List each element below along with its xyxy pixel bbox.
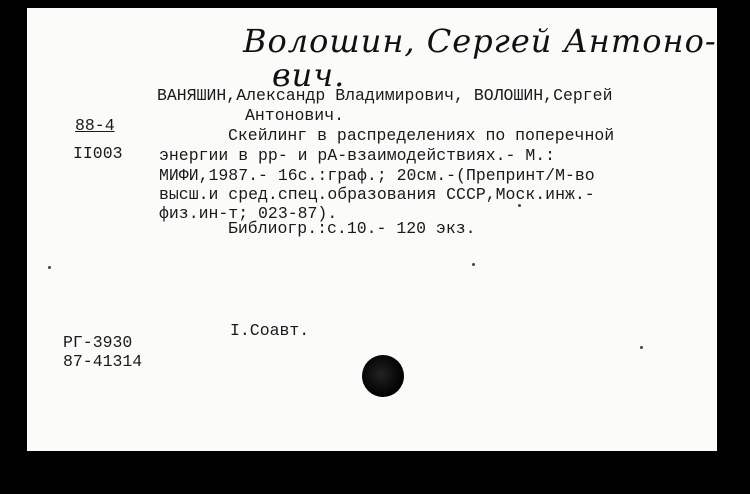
call-number-shelf: 88-4 (75, 116, 115, 135)
entry-notes: Библиогр.:с.10.- 120 экз. (228, 219, 476, 238)
entry-body-line-5: физ.ин-т; 023-87). (159, 204, 338, 223)
handwritten-author-line-2: вич. (272, 56, 346, 94)
speck (48, 266, 51, 269)
speck (518, 204, 521, 207)
handwritten-author-line-1: Волошин, Сергей Антоно- (243, 22, 717, 60)
punch-hole (362, 355, 404, 397)
footer-code-1: РГ-3930 (63, 333, 133, 352)
entry-heading-line-2: Антонович. (245, 106, 345, 125)
entry-body-line-2: энергии в рр- и рА-взаимодействиях.- М.: (159, 146, 556, 165)
entry-heading-line-1: ВАНЯШИН,Александр Владимирович, ВОЛОШИН,Сергей (157, 86, 613, 105)
speck (472, 263, 475, 266)
footer-code-2: 87-41314 (63, 352, 143, 371)
entry-tracing: I.Соавт. (230, 321, 310, 340)
speck (640, 346, 643, 349)
entry-body-line-4: высш.и сред.спец.образования СССР,Моск.инж.- (159, 185, 595, 204)
call-number: II003 (73, 144, 123, 163)
entry-body-line-1: Скейлинг в распределениях по поперечной (228, 126, 615, 145)
entry-body-line-3: МИФИ,1987.- 16с.:граф.; 20см.-(Препринт/М-во (159, 166, 595, 185)
